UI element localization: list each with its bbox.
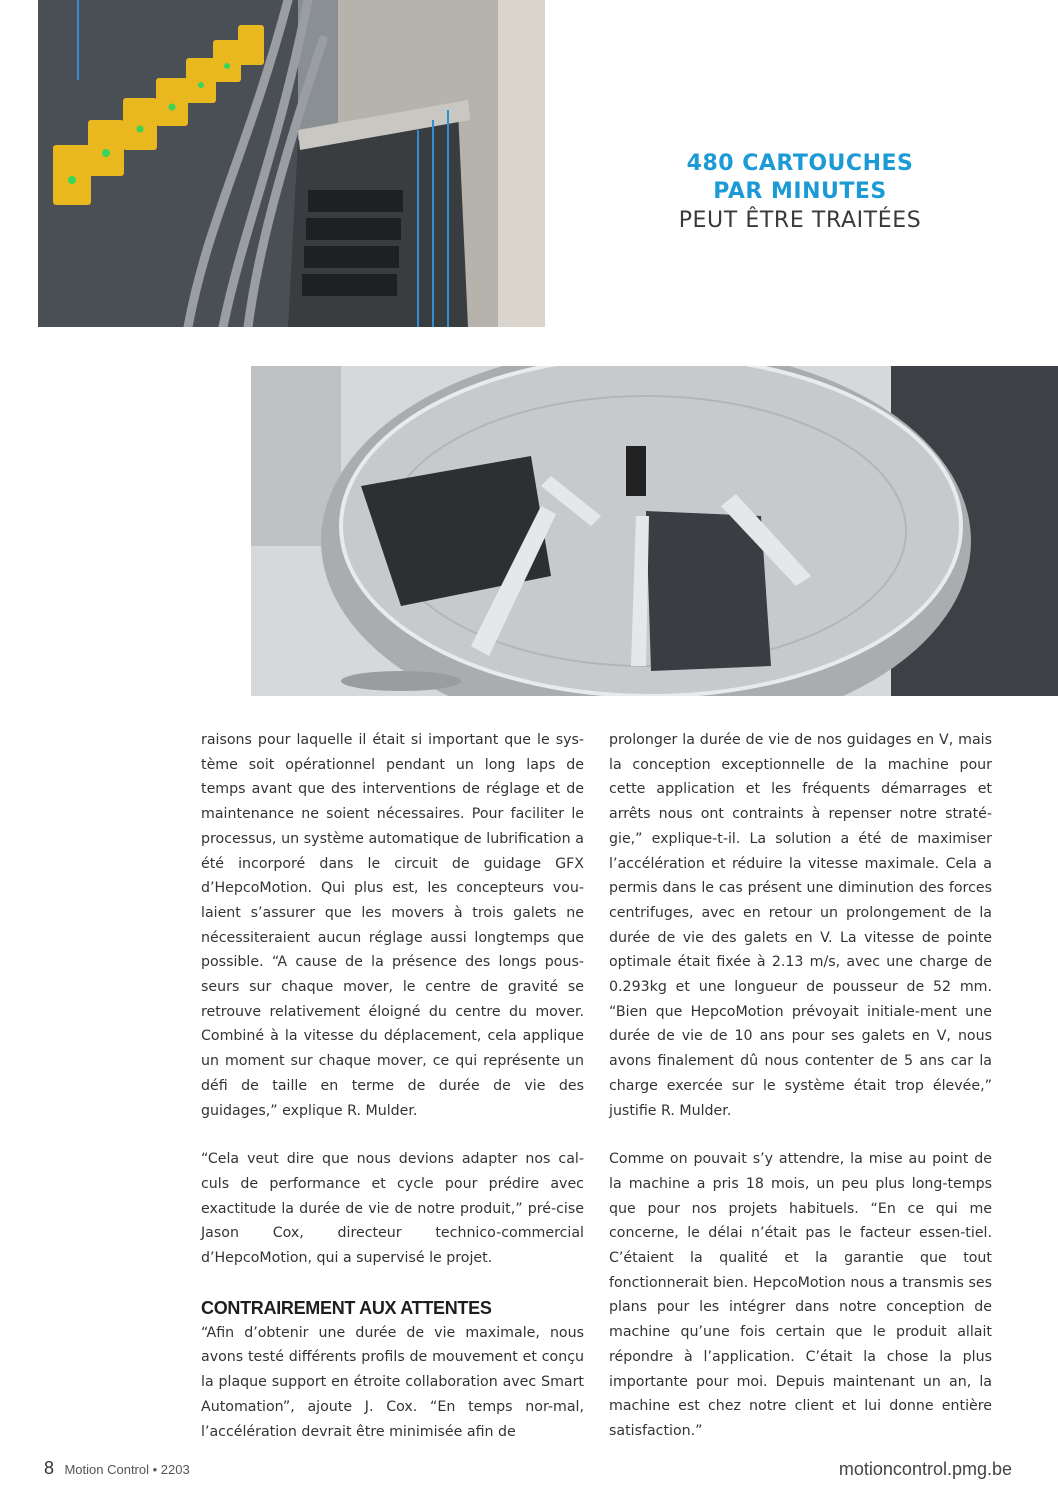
machine-illustration [38,0,545,327]
pull-quote-callout [600,150,1000,236]
paragraph: Comme on pouvait s’y attendre, la mise au point de la machine a pris 18 mois, un peu plus long-temps que pour nos projets habituels. “En ce qui me concerne, le délai n’était pas le facteur essen-tiel. C’étaient la qualité et la garantie que tout fonctionnerait bien. HepcoMotion nous a transmis ses plans pour les intégrer dans notre conception de machine qu’une fois certain que le produit allait répondre à l’application. C’était la chose la plus importante pour moi. Depuis maintenant un an, la machine est chez notre client et lui donne entière satisfaction.” [609,1151,992,1439]
paragraph: prolonger la durée de vie de nos guidages en V, mais la conception exceptionnelle de la machine pour cette application et les fréquents démarrages et arrêts nous ont contraints à repenser notre straté-gie,” explique-t-il. La solution a été de maximiser l’accélération et réduire la vitesse maximale. Cela a permis dans le cas présent une diminution des forces centrifuges, avec en retour un prolongement de la durée de vie des galets en V. La vitesse de pointe optimale était fixée à 2.13 m/s, avec une charge de 0.293kg et une longueur de pousseur de 52 mm. “Bien que HepcoMotion prévoyait initiale-ment une durée de vie de 10 ans pour ses galets en V, nous avons finalement dû nous contenter de 5 ans car la charge exercée sur le système était trop élevée,” justifie R. Mulder. [609,732,992,1119]
article-column-left [201,728,584,1444]
footer-folio [44,1458,190,1479]
paragraph: raisons pour laquelle il était si important que le sys-tème soit opérationnel pendant un long laps de temps avant que des interventions de réglage et de maintenance ne soient nécessaires. Pour faciliter le processus, un système automatique de lubrification a été incorporé dans le circuit de guidage GFX d’HepcoMotion. Qui plus est, les concepteurs vou-laient s’assurer que les movers à trois galets ne nécessiteraient aucun réglage aussi longtemps que possible. “A cause de la présence des longs pous-seurs sur chaque mover, le centre de gravité se retrouve relativement éloigné du centre du mover. Combiné à la vitesse du déplacement, cela applique un moment sur chaque mover, ce qui représente un défi de taille en terme de durée de vie des guidages,” explique R. Mulder. [201,732,584,1119]
footer-url-link[interactable]: motioncontrol.pmg.be [838,1459,1012,1479]
machine-photo-mid [251,366,1058,696]
callout-line-1: 480 CARTOUCHES [686,151,914,176]
paragraph: “Afin d’obtenir une durée de vie maximale, nous avons testé différents profils de mouvement et conçu la plaque support en étroite collaboration avec Smart Automation”, ajoute J. Cox. “En temps nor-mal, l’accélération devrait être minimisée afin de [201,1324,584,1440]
section-heading: CONTRAIREMENT AUX ATTENTES [201,1297,492,1318]
callout-line-2: PAR MINUTES [713,179,887,204]
callout-line-3: PEUT ÊTRE TRAITÉES [678,208,922,233]
rotary-disc-illustration [251,366,1058,696]
machine-photo-top [38,0,545,327]
page-number: 8 [44,1458,55,1478]
magazine-issue: Motion Control • 2203 [64,1462,190,1477]
article-column-right [609,728,992,1444]
paragraph: “Cela veut dire que nous devions adapter nos cal-culs de performance et cycle pour prédire avec exactitude la durée de vie de notre produit,” pré-cise Jason Cox, directeur technico-commercial d’HepcoMotion, qui a supervisé le projet. [201,1151,584,1267]
